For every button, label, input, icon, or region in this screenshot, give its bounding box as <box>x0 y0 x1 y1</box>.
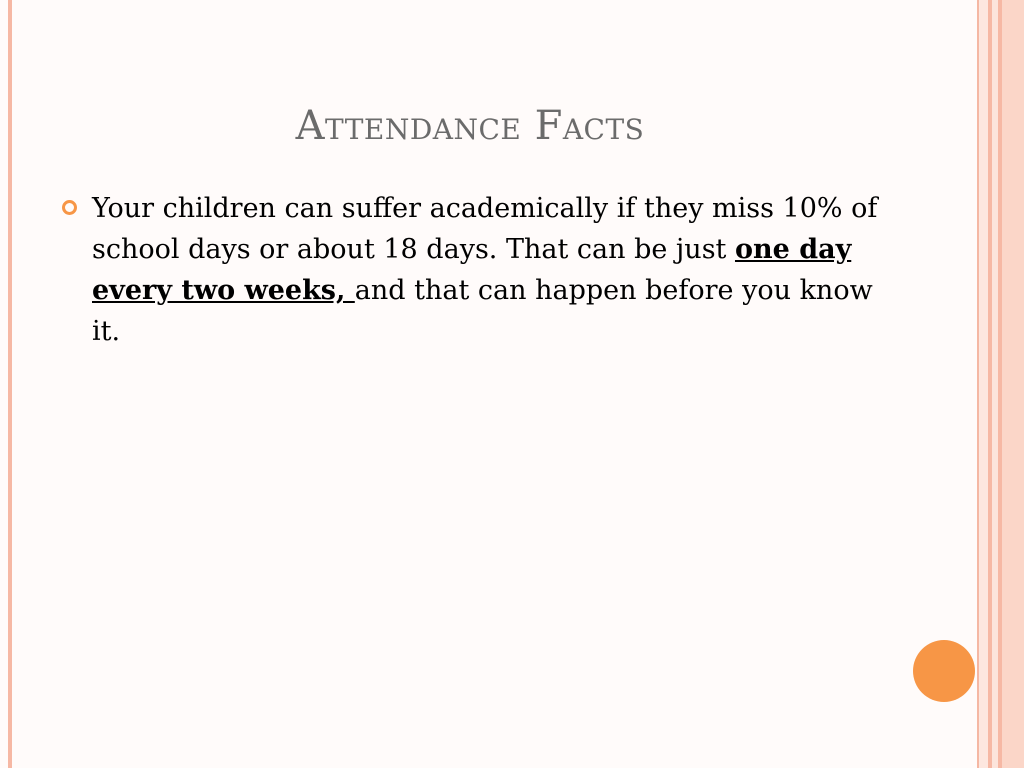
bullet-text-before: Your children can suffer academically if they miss 10% of school days or about 18 days. That can be just <box>92 193 878 265</box>
right-border-stripe <box>979 0 988 768</box>
bullet-text-after: and that can happen before you know it. <box>92 275 873 347</box>
right-border-stripe <box>1002 0 1024 768</box>
bullet-emphasis: one day every two weeks, <box>92 234 852 306</box>
bullet-circle-icon <box>62 200 77 215</box>
decorative-circle-icon <box>913 640 975 702</box>
bullet-text <box>92 188 892 352</box>
slide-title: Attendance Facts <box>295 103 645 149</box>
